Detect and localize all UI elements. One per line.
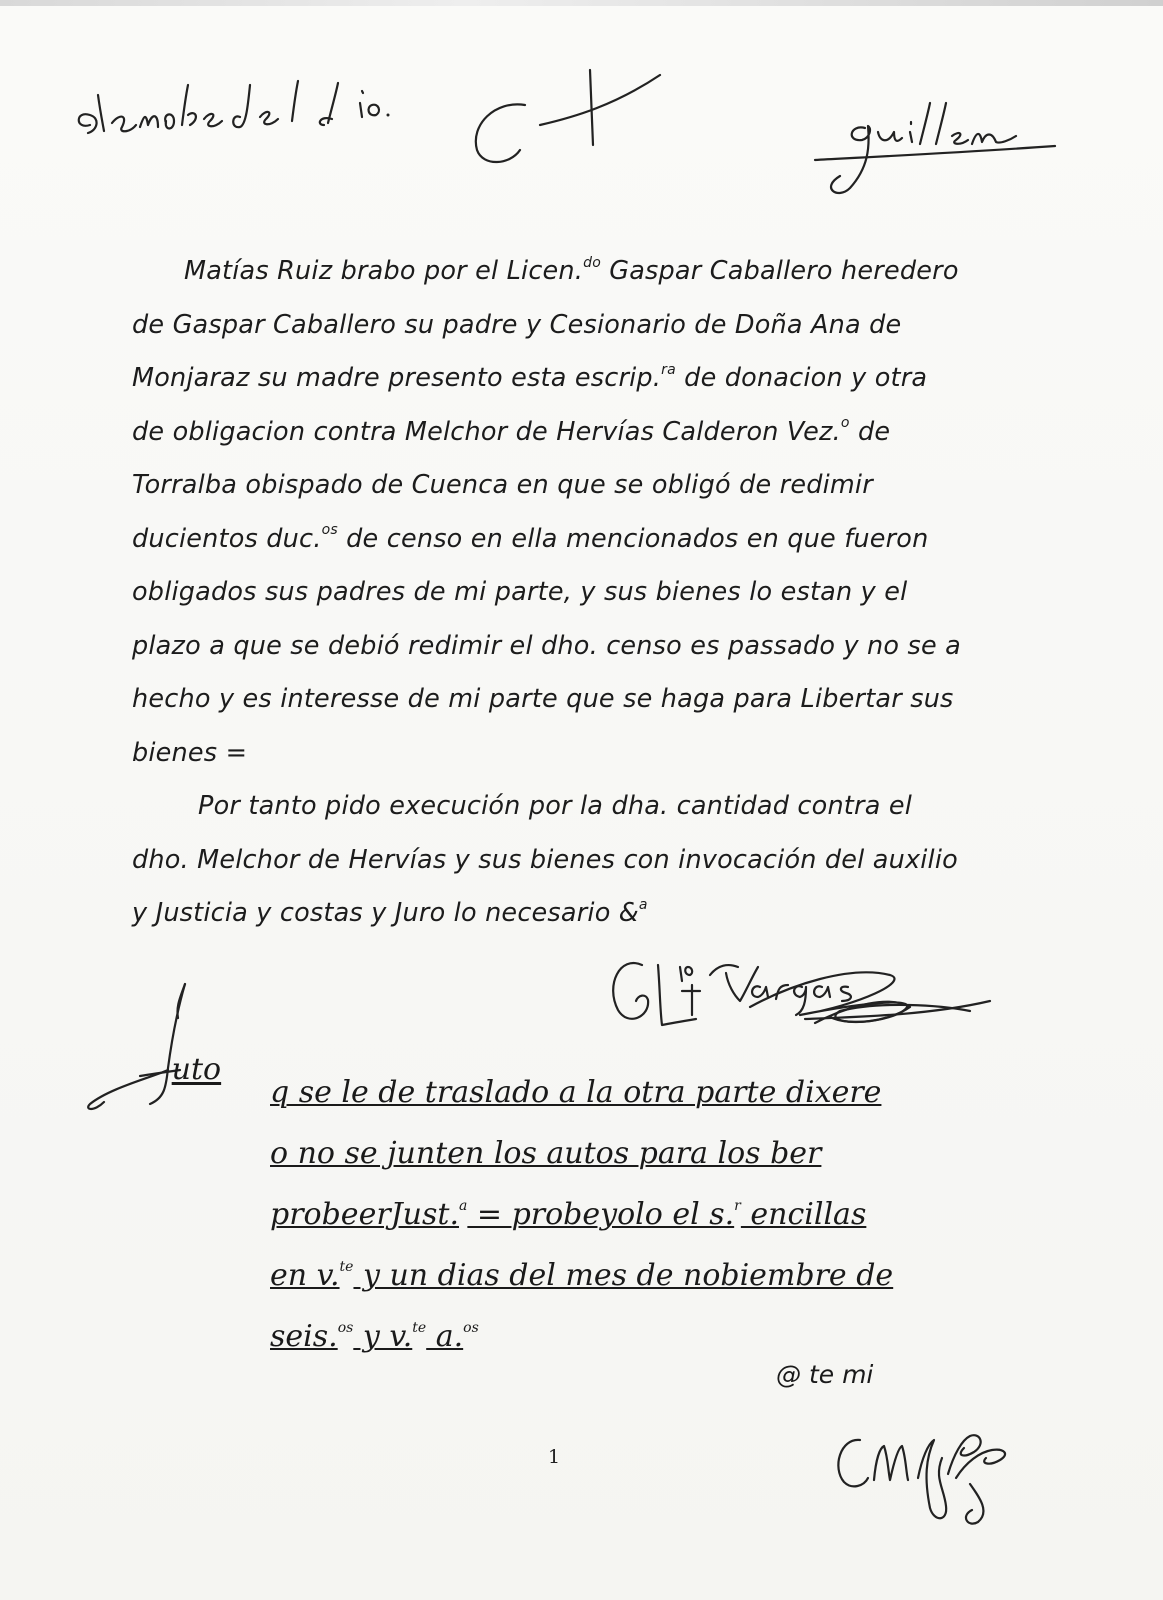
auto-line: o no se junten los autos para los ber <box>270 1136 822 1171</box>
auto-line: q se le de traslado a la otra parte dixere <box>270 1075 882 1110</box>
text-line: Gaspar Caballero heredero <box>600 256 959 286</box>
scan-edge <box>0 0 1163 6</box>
auto-line: seis. <box>270 1319 338 1354</box>
superscript: os <box>337 1320 354 1336</box>
text-line: ducientos duc. <box>132 523 322 554</box>
auto-line: = probeyolo el s. <box>467 1197 735 1232</box>
superscript: os <box>321 522 338 538</box>
text-line: Por tanto pido execución por la dha. cantidad contra el <box>198 791 912 821</box>
superscript: a <box>638 896 648 913</box>
superscript: te <box>339 1259 354 1275</box>
auto-flourish-a <box>80 978 200 1118</box>
text-line: Matías Ruiz brabo por el Licen. <box>184 256 584 286</box>
auto-line: en v. <box>270 1258 340 1293</box>
text-line: de <box>849 416 891 447</box>
text-line: plazo a que se debió redimir el dho. censo es passado y no se a <box>132 630 962 661</box>
transcription-body <box>132 245 982 941</box>
auto-label <box>150 1052 221 1087</box>
superscript: ra <box>661 361 676 378</box>
superscript: os <box>463 1320 479 1336</box>
superscript: do <box>583 254 601 271</box>
text-line: de donacion y otra <box>675 363 928 393</box>
signature-vargas <box>600 945 1000 1045</box>
text-line: de obligacion contra Melchor de Hervías Calderon Vez. <box>132 416 841 447</box>
paragraph-request <box>132 780 982 941</box>
superscript: o <box>840 415 850 431</box>
signature-cross <box>465 65 665 175</box>
auto-line: encillas <box>740 1197 867 1232</box>
text-line: dho. Melchor de Hervías y sus bienes con invocación del auxilio <box>132 844 958 875</box>
closing-te-mi: @ te mi <box>776 1360 874 1389</box>
superscript: te <box>412 1320 427 1336</box>
signature-bottom <box>830 1418 1030 1528</box>
text-line: y Justicia y costas y Juro lo necesario & <box>132 898 639 928</box>
text-line: de censo en ella mencionados en que fueron <box>337 523 929 554</box>
signature-guillen <box>810 88 1060 203</box>
superscript: a <box>459 1198 468 1214</box>
text-line: hecho y es interesse de mi parte que se haga para Libertar sus <box>132 684 954 714</box>
text-line: Monjaraz su madre presento esta escrip. <box>132 363 662 393</box>
page-number: 1 <box>548 1446 561 1468</box>
signature-denobe <box>70 55 430 155</box>
auto-line: a. <box>426 1319 464 1354</box>
auto-line: y v. <box>353 1319 413 1354</box>
paragraph-petition <box>132 245 982 780</box>
auto-line: probeerJust. <box>270 1197 459 1232</box>
auto-decree <box>270 1062 970 1367</box>
text-line: bienes = <box>132 737 248 768</box>
auto-label-rest: uto <box>171 1052 222 1087</box>
auto-line: y un dias del mes de nobiembre de <box>353 1258 894 1293</box>
text-line: de Gaspar Caballero su padre y Cesionario de Doña Ana de <box>132 309 902 340</box>
text-line: Torralba obispado de Cuenca en que se obligó de redimir <box>132 470 873 500</box>
superscript: r <box>734 1198 741 1214</box>
text-line: obligados sus padres de mi parte, y sus bienes lo estan y el <box>132 577 908 607</box>
